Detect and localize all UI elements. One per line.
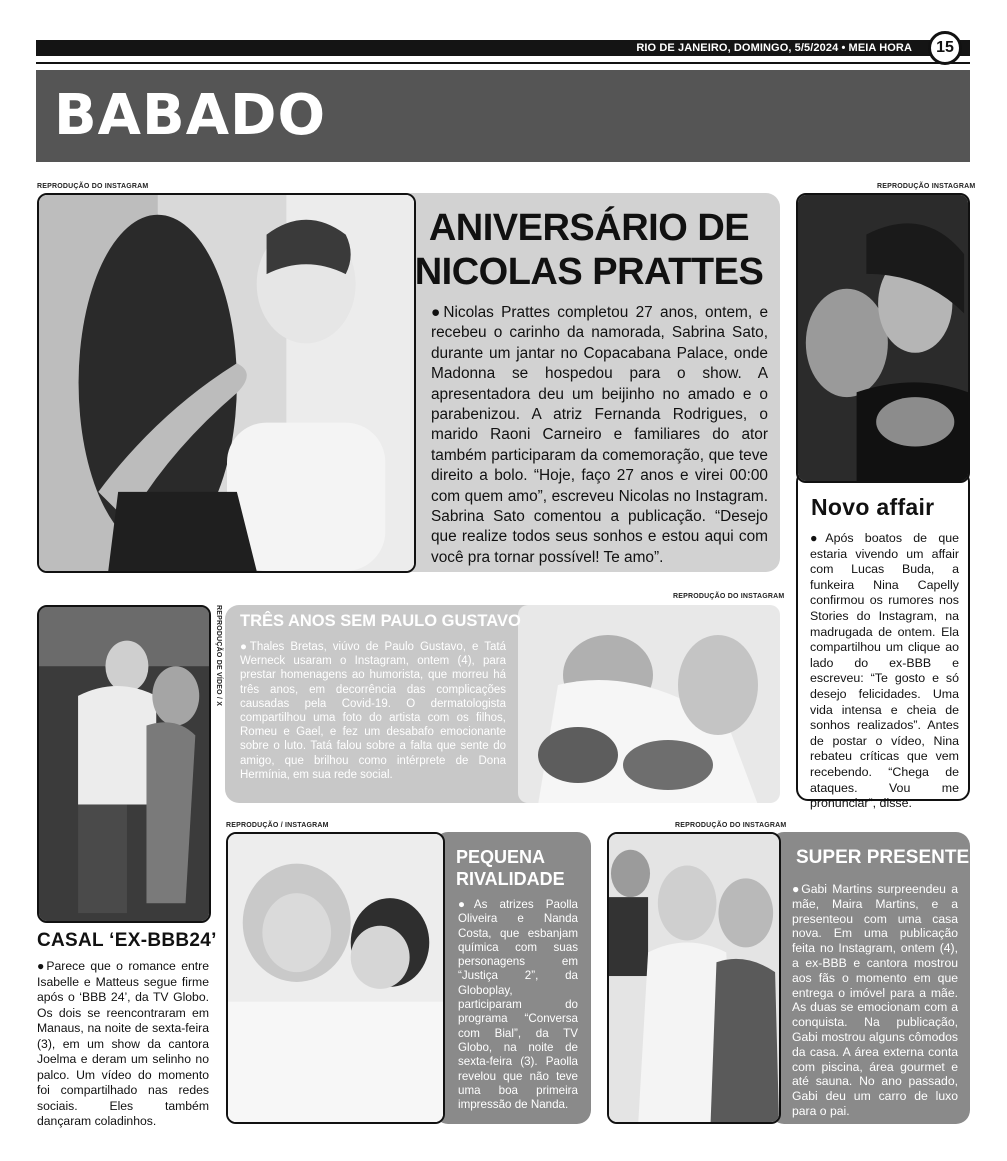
- rivalidade-photo-credit: REPRODUÇÃO / INSTAGRAM: [226, 822, 329, 829]
- top-bar: [36, 40, 970, 56]
- rivalidade-headline-line1: PEQUENA: [456, 847, 546, 867]
- rivalidade-body: ●As atrizes Paolla Oliveira e Nanda Costa, que esbanjam química com suas personagens em “Justiça 2”, da Globoplay, participaram do programa “Conversa com Bial”, da TV Globo, na noite de sexta-feira (3). Paolla revelou que não teve uma boa primeira impressão de Nanda.: [458, 898, 578, 1112]
- affair-photo-credit: REPRODUÇÃO INSTAGRAM: [877, 183, 976, 190]
- affair-photo: [796, 193, 970, 483]
- photo-credit: REPRODUÇÃO DO INSTAGRAM: [37, 183, 149, 190]
- casal-photo-credit: REPRODUÇÃO DE VÍDEO / X: [215, 605, 222, 707]
- rivalidade-photo: [226, 832, 445, 1124]
- section-title: BABADO: [54, 83, 327, 148]
- dateline: RIO DE JANEIRO, DOMINGO, 5/5/2024 • MEIA HORA: [636, 42, 912, 54]
- divider: [36, 62, 970, 64]
- presente-photo: [607, 832, 781, 1124]
- presente-headline: SUPER PRESENTE: [796, 847, 970, 868]
- main-story-text: [398, 193, 780, 572]
- page-number: 15: [928, 31, 962, 65]
- paulo-headline: TRÊS ANOS SEM PAULO GUSTAVO: [240, 612, 521, 630]
- main-headline-line2: NICOLAS PRATTES: [414, 251, 764, 293]
- casal-photo: [37, 605, 211, 923]
- rivalidade-headline-line2: RIVALIDADE: [456, 869, 565, 889]
- paulo-photo: [518, 605, 780, 803]
- presente-body: ●Gabi Martins surpreendeu a mãe, Maira Martins, e a presenteou com uma casa nova. Em uma publicação feita no Instagram, ontem (4), a ex-BBB e cantora mostrou aos fãs o momento em que entrega o imóvel para a mãe. As duas se emocionam com a conquista. Na publicação, Gabi mostrou alguns cômodos da casa. A área externa conta com piscina, área gourmet e até sauna. No ano passado, Gabi deu um carro de luxo para o pai.: [792, 882, 958, 1118]
- paulo-photo-credit: REPRODUÇÃO DO INSTAGRAM: [673, 593, 785, 600]
- presente-photo-credit: REPRODUÇÃO DO INSTAGRAM: [675, 822, 787, 829]
- main-headline-line1: ANIVERSÁRIO DE: [428, 207, 750, 249]
- casal-headline: CASAL ‘EX-BBB24’: [37, 930, 217, 951]
- main-story-body: ●Nicolas Prattes completou 27 anos, ontem, e recebeu o carinho da namorada, Sabrina Sato, durante um jantar no Copacabana Palace, onde Madonna se hospedou para o show. A apresentadora deu um beijinho no amado e o parabenizou. A atriz Fernanda Rodrigues, o marido Raoni Carneiro e familiares do ator também participaram da comemoração, que teve direito a bolo. “Hoje, faço 27 anos e virei 00:00 com quem amo”, escreveu Nicolas no Instagram. Sabrina Sato comentou a publicação. “Desejo que realize todos seus sonhos e estou aqui com você pra tornar possível! Te amo”.: [431, 304, 768, 566]
- affair-headline: Novo affair: [811, 494, 935, 520]
- paulo-body: ●Thales Bretas, viúvo de Paulo Gustavo, e Tatá Werneck usaram o Instagram, ontem (4), para prestar homenagens ao humorista, que morreu há três anos, em decorrência das complicações causadas pela Covid-19. O dermatologista compartilhou uma foto do artista com os filhos, Romeu e Gael, e fez um desabafo emocionante sobre o luto. Tatá falou sobre a falta que sente do amigo, que brilhou como intérprete de Dona Hermínia, em sua rede social.: [240, 641, 506, 781]
- section-banner: [36, 70, 970, 162]
- casal-body: ●Parece que o romance entre Isabelle e Matteus segue firme após o ‘BBB 24’, da TV Globo. Os dois se reencontraram em Manaus, na noite de sexta-feira (3), em um show da cantora Joelma e deram um selinho no palco. Um vídeo do momento foi compartilhado nas redes sociais. Eles também dançaram coladinhos.: [37, 959, 209, 1128]
- affair-body: ●Após boatos de que estaria vivendo um affair com Lucas Buda, a funkeira Nina Capelly confirmou os rumores nos Stories do Instagram, na madrugada de ontem. Ela compartilhou um clique ao lado do ex-BBB e escreveu: “Te gosto e só desejo felicidades. Uma vida intensa e cheia de sonhos realizados”. Antes de postar o vídeo, Nina rebateu críticas que vem recebendo. “Chega de ataques. Vou me pronunciar”, disse.: [810, 531, 959, 811]
- main-story-photo: [37, 193, 416, 573]
